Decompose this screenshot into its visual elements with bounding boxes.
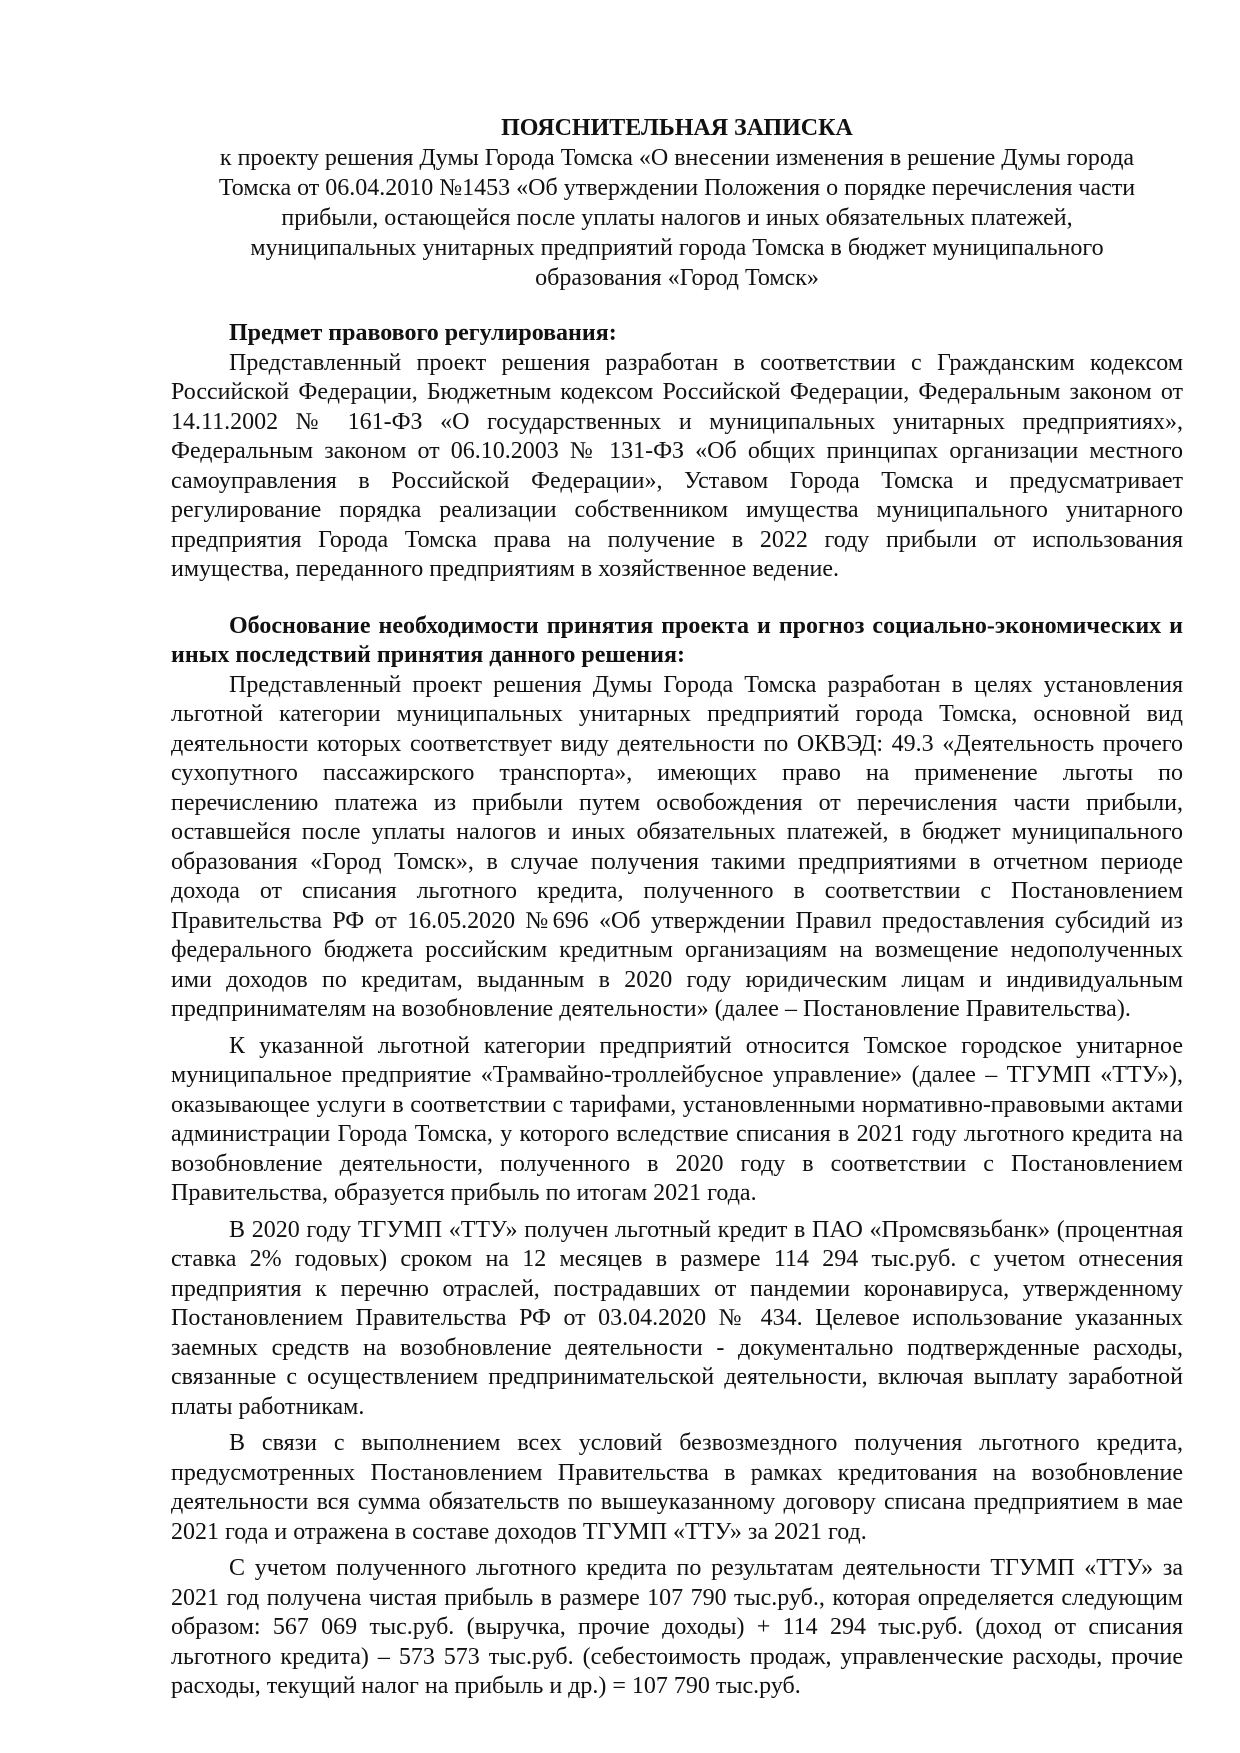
subtitle-line: образования «Город Томск» (535, 265, 819, 291)
paragraph-justification-5: С учетом полученного льготного кредита по результатам деятельности ТГУМП «ТТУ» за 2021 год получена чистая прибыль в размере 107 790 тыс.руб., которая определяется следующим образом: 567 069 тыс.руб. (выручка, прочие доходы) + 114 294 тыс.руб. (доход от списания льготного кредита) – 573 573 тыс.руб. (себестоимость продаж, управленческие расходы, прочие расходы, текущий налог на прибыль и др.) = 107 790 тыс.руб. (171, 1555, 1183, 1699)
paragraph-subject: Представленный проект решения разработан в соответствии с Гражданским кодексом Российской Федерации, Бюджетным кодексом Российской Федерации, Федеральным законом от 14.11.2002 № 161-ФЗ «О государственных и муниципальных унитарных предприятиях», Федеральным законом от 06.10.2003 № 131-ФЗ «Об общих принципах организации местного самоуправления в Российской Федерации», Уставом Города Томска и предусматривает регулирование порядка реализации собственником имущества муниципального унитарного предприятия Города Томска права на получение в 2022 году прибыли от использования имущества, переданного предприятиям в хозяйственное ведение. (171, 349, 1183, 582)
document-title: ПОЯСНИТЕЛЬНАЯ ЗАПИСКА (501, 115, 853, 141)
section-heading-subject: Предмет правового регулирования: (229, 320, 617, 346)
document-page (171, 113, 1183, 1702)
subtitle-line: Томска от 06.04.2010 №1453 «Об утверждении Положения о порядке перечисления части (218, 175, 1136, 201)
paragraph-justification-3: В 2020 году ТГУМП «ТТУ» получен льготный кредит в ПАО «Промсвязьбанк» (процентная ставка 2% годовых) сроком на 12 месяцев в размере 114 294 тыс.руб. с учетом отнесения предприятия к перечню отраслей, пострадавших от пандемии коронавируса, утвержденному Постановлением Правительства РФ от 03.04.2020 № 434. Целевое использование указанных заемных средств на возобновление деятельности - документально подтвержденные расходы, связанные с осуществлением предпринимательской деятельности, включая выплату заработной платы работникам. (171, 1216, 1183, 1420)
subtitle-line: муниципальных унитарных предприятий города Томска в бюджет муниципального (250, 235, 1104, 261)
subtitle-line: прибыли, остающейся после уплаты налогов и иных обязательных платежей, (281, 205, 1073, 231)
section-heading-justification: Обоснование необходимости принятия проекта и прогноз социально-экономических и иных последствий принятия данного решения: (171, 612, 1183, 668)
subtitle-line: к проекту решения Думы Города Томска «О внесении изменения в решение Думы города (219, 145, 1135, 171)
paragraph-justification-4: В связи с выполнением всех условий безвозмездного получения льготного кредита, предусмотренных Постановлением Правительства в рамках кредитования на возобновление деятельности вся сумма обязательств по вышеуказанному договору списана предприятием в мае 2021 года и отражена в составе доходов ТГУМП «ТТУ» за 2021 год. (171, 1430, 1183, 1545)
paragraph-justification-1: Представленный проект решения Думы Города Томска разработан в целях установления льготной категории муниципальных унитарных предприятий города Томска, основной вид деятельности которых соответствует виду деятельности по ОКВЭД: 49.3 «Деятельность прочего сухопутного пассажирского транспорта», имеющих право на применение льготы по перечислению платежа из прибыли путем освобождения от перечисления части прибыли, оставшейся после уплаты налогов и иных обязательных платежей, в бюджет муниципального образования «Город Томск», в случае получения такими предприятиями в отчетном периоде дохода от списания льготного кредита, полученного в соответствии с Постановлением Правительства РФ от 16.05.2020 №696 «Об утверждении Правил предоставления субсидий из федерального бюджета российским кредитным организациям на возмещение недополученных ими доходов по кредитам, выданным в 2020 году юридическим лицам и индивидуальным предпринимателям на возобновление деятельности» (далее – Постановление Правительства). (171, 671, 1183, 1022)
paragraph-justification-2: К указанной льготной категории предприятий относится Томское городское унитарное муниципальное предприятие «Трамвайно-троллейбусное управление» (далее – ТГУМП «ТТУ»), оказывающее услуги в соответствии с тарифами, установленными нормативно-правовыми актами администрации Города Томска, у которого вследствие списания в 2021 году льготного кредита на возобновление деятельности, полученного в 2020 году в соответствии с Постановлением Правительства, образуется прибыль по итогам 2021 года. (171, 1032, 1183, 1206)
document-subtitle (171, 143, 1183, 293)
